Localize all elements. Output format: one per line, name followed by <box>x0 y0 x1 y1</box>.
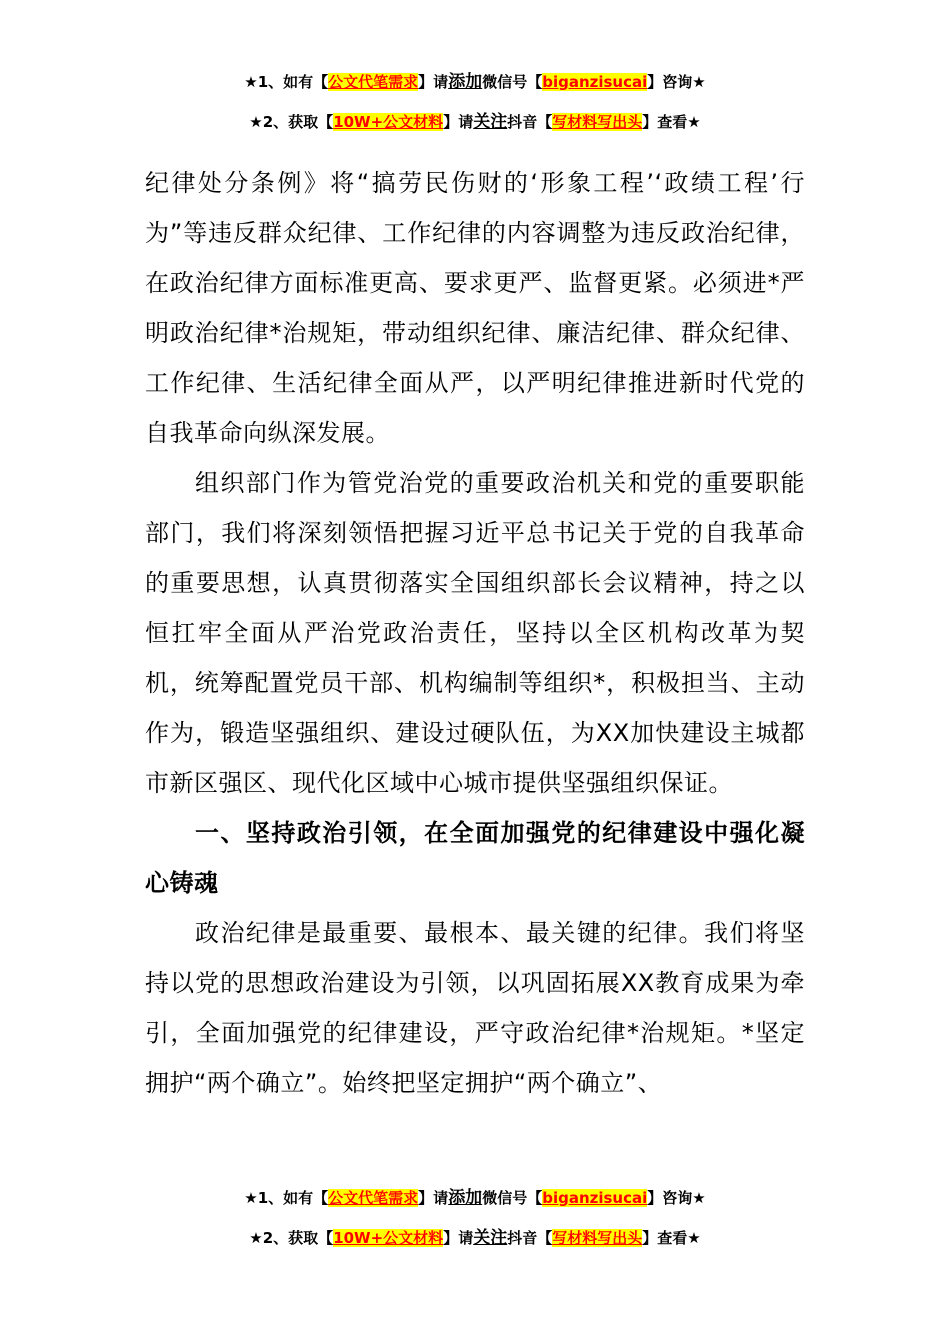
promo-text: 2、获取【 <box>262 113 334 131</box>
promo-line-2-footer <box>0 1227 950 1249</box>
promo-highlight-materials: 10W+公文材料 <box>333 113 444 131</box>
promo-text: 抖音【 <box>507 113 553 131</box>
star-icon: ★ <box>249 113 263 131</box>
star-icon: ★ <box>692 1189 706 1207</box>
promo-text: 2、获取【 <box>262 1229 334 1247</box>
promo-highlight-service: 公文代笔需求 <box>328 1189 419 1207</box>
promo-text: 抖音【 <box>507 1229 553 1247</box>
promo-highlight-wechat-id: biganzisucai <box>542 73 648 91</box>
promo-text: 】请 <box>418 73 449 91</box>
star-icon: ★ <box>687 113 701 131</box>
promo-text: 1、如有【 <box>257 1189 329 1207</box>
star-icon: ★ <box>244 73 258 91</box>
promo-highlight-wechat-id: biganzisucai <box>542 1189 648 1207</box>
promo-line-2 <box>0 111 950 133</box>
promo-underlined-word: 添加 <box>448 72 483 92</box>
promo-text: 微信号【 <box>482 1189 543 1207</box>
promo-text: 】查看 <box>642 113 688 131</box>
star-icon: ★ <box>692 73 706 91</box>
paragraph-2: 组织部门作为管党治党的重要政治机关和党的重要职能部门，我们将深刻领悟把握习近平总书记关于党的自我革命的重要思想，认真贯彻落实全国组织部长会议精神，持之以恒扛牢全面从严治党政治责任，坚持以全区机构改革为契机，统筹配置党员干部、机构编制等组织*，积极担当、主动作为，锻造坚强组织、建设过硬队伍，为XX加快建设主城都市新区强区、现代化区域中心城市提供坚强组织保证。 <box>145 469 805 797</box>
promo-text: 】查看 <box>642 1229 688 1247</box>
promo-text: 1、如有【 <box>257 73 329 91</box>
star-icon: ★ <box>244 1189 258 1207</box>
promo-highlight-materials: 10W+公文材料 <box>333 1229 444 1247</box>
promo-text: 】咨询 <box>647 73 693 91</box>
paragraph-3: 政治纪律是最重要、最根本、最关键的纪律。我们将坚持以党的思想政治建设为引领，以巩固拓展XX教育成果为牵引，全面加强党的纪律建设，严守政治纪律*治规矩。*坚定拥护“两个确立”。始终把坚定拥护“两个确立”、 <box>145 919 805 1097</box>
paragraph-1: 纪律处分条例》将“搞劳民伤财的‘形象工程’‘政绩工程’行为”等违反群众纪律、工作纪律的内容调整为违反政治纪律，在政治纪律方面标准更高、要求更严、监督更紧。必须进*严明政治纪律*治规矩，带动组织纪律、廉洁纪律、群众纪律、工作纪律、生活纪律全面从严，以严明纪律推进新时代党的自我革命向纵深发展。 <box>145 169 805 447</box>
promo-text: 微信号【 <box>482 73 543 91</box>
promo-line-1-footer <box>0 1187 950 1209</box>
promo-text: 】请 <box>418 1189 449 1207</box>
section-heading-1: 一、坚持政治引领，在全面加强党的纪律建设中强化凝心铸魂 <box>145 819 805 897</box>
promo-underlined-word: 添加 <box>448 1188 483 1208</box>
promo-text: 】请 <box>443 113 474 131</box>
promo-underlined-word: 关注 <box>473 1228 508 1248</box>
star-icon: ★ <box>687 1229 701 1247</box>
document-body <box>145 158 805 1108</box>
promo-underlined-word: 关注 <box>473 112 508 132</box>
promo-highlight-service: 公文代笔需求 <box>328 73 419 91</box>
star-icon: ★ <box>249 1229 263 1247</box>
promo-highlight-douyin-id: 写材料写出头 <box>552 113 643 131</box>
promo-line-1 <box>0 71 950 93</box>
promo-highlight-douyin-id: 写材料写出头 <box>552 1229 643 1247</box>
promo-text: 】咨询 <box>647 1189 693 1207</box>
promo-text: 】请 <box>443 1229 474 1247</box>
